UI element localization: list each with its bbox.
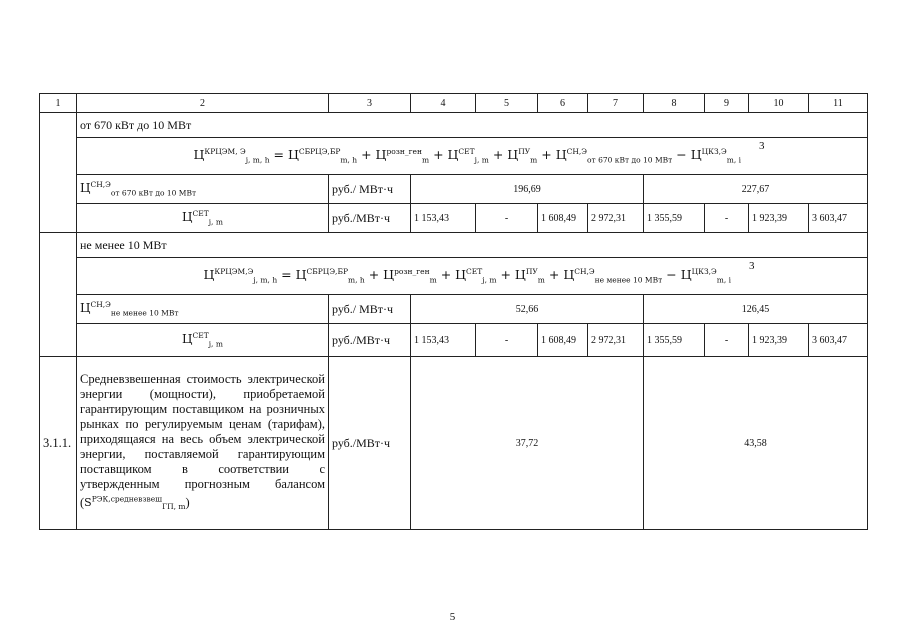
value-cell: 1 923,39 xyxy=(749,204,809,233)
sn-symbol: $Ц^{СН,Э}_{от 670 кВт до 10 МВт}$ xyxy=(77,175,329,204)
value-cell: 1 153,43 xyxy=(411,204,476,233)
header-cell: 6 xyxy=(538,94,588,113)
block1-title-row xyxy=(40,113,868,138)
block1-formula xyxy=(77,138,868,175)
header-cell: 8 xyxy=(644,94,705,113)
units-cell: руб./МВт·ч xyxy=(329,204,411,233)
value-cell: - xyxy=(705,204,749,233)
set-symbol: $Ц^{СЕТ}_{j, m}$ xyxy=(77,324,329,357)
header-cell: 4 xyxy=(411,94,476,113)
formula: $Ц^{КРЦЭМ,Э}_{j, m, h} = Ц^{СБРЦЭ,БР}_{m, h} + Ц^{розн\_ген}_m + Ц^{СЕТ}_{j, m} + Ц^{ПУ}_m + Ц^{СН,Э}_{не менее 10 МВт} - Ц^{ЦКЗ,Э}_{m, i}$ xyxy=(203,267,732,285)
value-cell: 3 603,47 xyxy=(809,204,868,233)
value-cell: 196,69 xyxy=(411,175,644,204)
value-cell: 2 972,31 xyxy=(588,204,644,233)
empty-cell xyxy=(40,233,77,357)
value-cell: 52,66 xyxy=(411,295,644,324)
units-cell: руб./МВт·ч xyxy=(329,357,411,530)
row-description: Средневзвешенная стоимость электрической энергии (мощности), приобретаемой гарантирующим поставщиком на розничных рынках по регулируемым ценам (тарифам), приходящаяся на весь объем электрической энергии, поставляемой гарантирующим поставщиком в соответствии с утвержденным прогнозным балансом $(S^{РЭК,средневзвеш}_{ГП, m})$ xyxy=(77,357,329,530)
set-symbol: $Ц^{СЕТ}_{j, m}$ xyxy=(77,204,329,233)
value-cell: 1 923,39 xyxy=(749,324,809,357)
row-3-1-1 xyxy=(40,357,868,530)
value-cell: 1 608,49 xyxy=(538,204,588,233)
block1-formula-row xyxy=(40,138,868,175)
page-number: 5 xyxy=(449,611,456,623)
value-cell: 1 355,59 xyxy=(644,324,705,357)
header-cell: 1 xyxy=(40,94,77,113)
header-cell: 5 xyxy=(476,94,538,113)
block2-sn-row xyxy=(40,295,868,324)
header-cell: 10 xyxy=(749,94,809,113)
units-cell: руб./ МВт·ч xyxy=(329,295,411,324)
block2-formula xyxy=(77,258,868,295)
sn-symbol: $Ц^{СН,Э}_{не менее 10 МВт}$ xyxy=(77,295,329,324)
value-cell: 1 153,43 xyxy=(411,324,476,357)
block2-set-row xyxy=(40,324,868,357)
block1-set-row xyxy=(40,204,868,233)
header-cell: 11 xyxy=(809,94,868,113)
section-number: 3.1.1. xyxy=(40,357,77,530)
value-cell: 2 972,31 xyxy=(588,324,644,357)
value-cell: - xyxy=(705,324,749,357)
block2-formula-row xyxy=(40,258,868,295)
block1-title: от 670 кВт до 10 МВт xyxy=(77,113,868,138)
value-cell: 1 355,59 xyxy=(644,204,705,233)
value-cell: 43,58 xyxy=(644,357,868,530)
header-cell: 9 xyxy=(705,94,749,113)
header-cell: 7 xyxy=(588,94,644,113)
formula: $Ц^{КРЦЭМ, Э}_{j, m, h} = Ц^{СБРЦЭ,БР}_{m, h} + Ц^{розн\_ген}_m + Ц^{СЕТ}_{j, m} + Ц^{ПУ}_m + Ц^{СН,Э}_{от 670 кВт до 10 МВт} - Ц^{ЦКЗ,Э}_{m, i}$ xyxy=(193,147,742,165)
value-cell: 227,67 xyxy=(644,175,868,204)
value-cell: 1 608,49 xyxy=(538,324,588,357)
block2-title-row xyxy=(40,233,868,258)
empty-cell xyxy=(40,113,77,233)
footnote-ref: 3 xyxy=(759,140,765,153)
footnote-ref: 3 xyxy=(749,260,755,273)
units-cell: руб./ МВт·ч xyxy=(329,175,411,204)
units-cell: руб./МВт·ч xyxy=(329,324,411,357)
header-row xyxy=(40,94,868,113)
header-cell: 3 xyxy=(329,94,411,113)
value-cell: - xyxy=(476,324,538,357)
block2-title: не менее 10 МВт xyxy=(77,233,868,258)
value-cell: 3 603,47 xyxy=(809,324,868,357)
value-cell: 126,45 xyxy=(644,295,868,324)
tariff-table xyxy=(39,93,868,530)
value-cell: 37,72 xyxy=(411,357,644,530)
block1-sn-row xyxy=(40,175,868,204)
header-cell: 2 xyxy=(77,94,329,113)
value-cell: - xyxy=(476,204,538,233)
